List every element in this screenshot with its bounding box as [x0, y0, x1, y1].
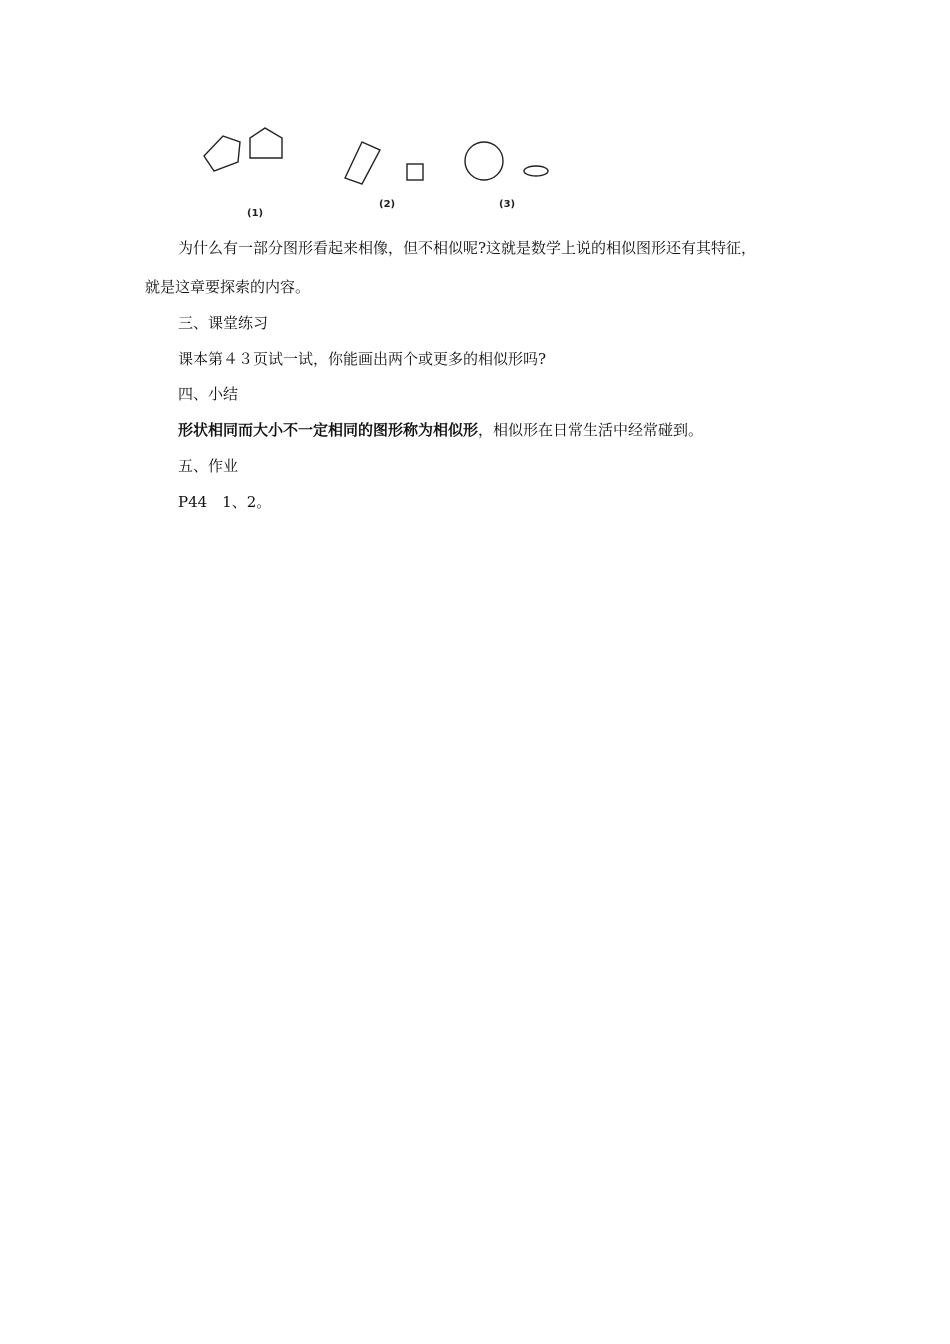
caption-1: (1): [247, 208, 264, 219]
paragraph-line-1: 为什么有一部分图形看起来相像，但不相似呢?这就是数学上说的相似图形还有其特征，: [178, 239, 757, 257]
section-heading-homework: 五、作业: [178, 457, 239, 475]
pentagon-tilted: [204, 136, 240, 171]
circle: [465, 142, 503, 180]
ellipse: [524, 166, 548, 176]
similar-shapes-figure: [190, 118, 570, 228]
summary-remainder: ，相似形在日常生活中经常碰到。: [478, 421, 704, 439]
section-heading-practice: 三、课堂练习: [178, 314, 269, 332]
homework-text: P44 1、2。: [178, 493, 272, 511]
pentagon-upright: [250, 128, 282, 158]
section-heading-summary: 四、小结: [178, 385, 239, 403]
caption-2: (2): [379, 199, 396, 210]
summary-text: [178, 420, 703, 440]
exercise-text: 课本第４３页试一试，你能画出两个或更多的相似形吗?: [178, 350, 547, 368]
square-small: [407, 164, 423, 180]
paragraph-line-2: 就是这章要探索的内容。: [145, 278, 311, 296]
rectangle-tilted: [345, 142, 380, 184]
summary-definition: 形状相同而大小不一定相同的图形称为相似形: [178, 421, 479, 439]
caption-3: (3): [499, 199, 516, 210]
